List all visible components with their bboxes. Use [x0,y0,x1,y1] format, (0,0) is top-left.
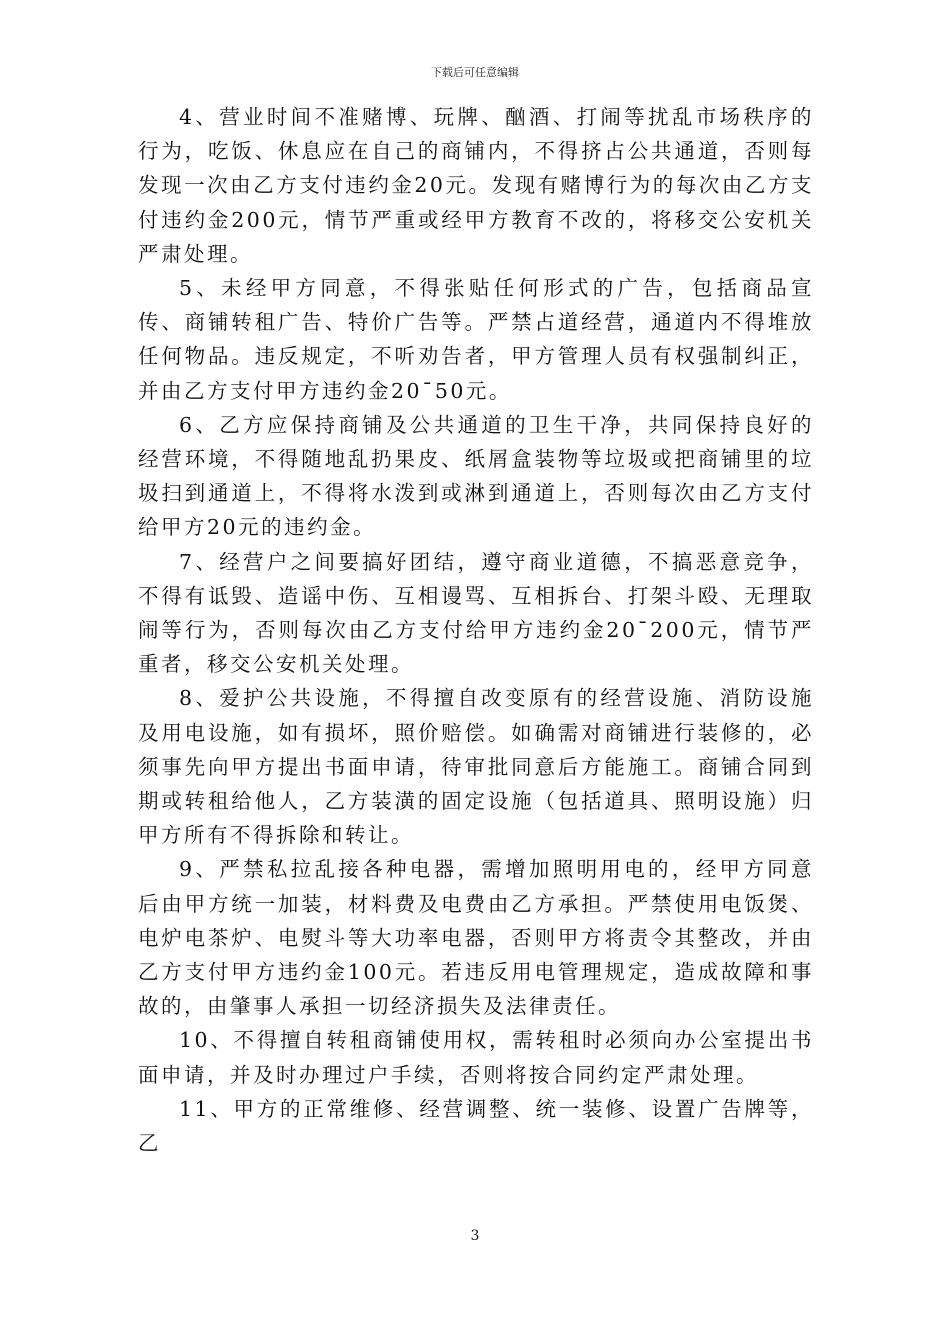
clause-8: 8、爱护公共设施，不得擅自改变原有的经营设施、消防设施及用电设施，如有损坏，照价赔偿。如确需对商铺进行装修的，必须事先向甲方提出书面申请，待审批同意后方能施工。商铺合同到期或转租给他人，乙方装潢的固定设施（包括道具、照明设施）归甲方所有不得拆除和转让。 [138,686,814,848]
clause-7: 7、经营户之间要搞好团结，遵守商业道德，不搞恶意竞争，不得有诋毁、造谣中伤、互相谩骂、互相拆台、打架斗殴、无理取闹等行为，否则每次由乙方支付给甲方违约金20¯200元，情节严重者，移交公安机关处理。 [138,549,814,677]
document-body [138,100,814,1160]
clause-11: 11、甲方的正常维修、经营调整、统一装修、设置广告牌等，乙 [138,1096,814,1156]
page-header: 下载后可任意编辑 [431,66,519,79]
clause-9: 9、严禁私拉乱接各种电器，需增加照明用电的，经甲方同意后由甲方统一加装，材料费及电费由乙方承担。严禁使用电饭煲、电炉电茶炉、电熨斗等大功率电器，否则甲方将责令其整改，并由乙方支付甲方违约金100元。若违反用电管理规定，造成故障和事故的，由肇事人承担一切经济损失及法律责任。 [138,857,814,1019]
clause-5: 5、未经甲方同意，不得张贴任何形式的广告，包括商品宣传、商铺转租广告、特价广告等。严禁占道经营，通道内不得堆放任何物品。违反规定，不听劝告者，甲方管理人员有权强制纠正，并由乙方支付甲方违约金20¯50元。 [138,276,814,403]
clause-4: 4、营业时间不准赌博、玩牌、酗酒、打闹等扰乱市场秩序的行为，吃饭、休息应在自己的商铺内，不得挤占公共通道，否则每发现一次由乙方支付违约金20元。发现有赌博行为的每次由乙方支付违约金200元，情节严重或经甲方教育不改的，将移交公安机关严肃处理。 [138,105,814,266]
page-number: 3 [470,1228,480,1244]
clause-6: 6、乙方应保持商铺及公共通道的卫生干净，共同保持良好的经营环境，不得随地乱扔果皮、纸屑盒装物等垃圾或把商铺里的垃圾扫到通道上，不得将水泼到或淋到通道上，否则每次由乙方支付给甲方20元的违约金。 [138,412,814,540]
clause-10: 10、不得擅自转租商铺使用权，需转租时必须向办公室提出书面申请，并及时办理过户手续，否则将按合同约定严肃处理。 [138,1028,814,1087]
